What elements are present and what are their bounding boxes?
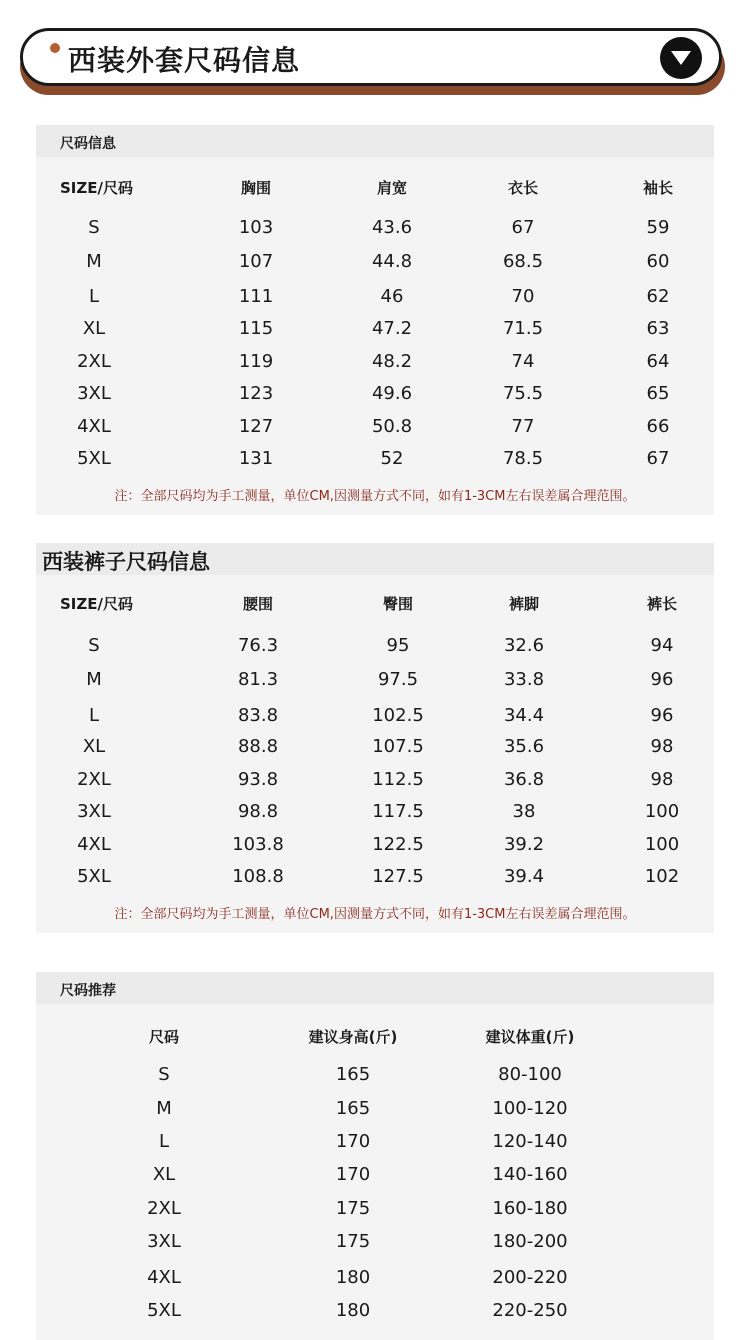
jacket-table-cell: 71.5 — [502, 318, 544, 339]
jacket-table-cell: 62 — [646, 286, 670, 307]
recommend-table-cell: 220-250 — [492, 1300, 568, 1321]
jacket-section-title: 尺码信息 — [60, 136, 116, 152]
recommend-section-title: 尺码推荐 — [60, 983, 116, 999]
pants-table-cell: 35.6 — [503, 736, 545, 757]
size-recommend-panel — [36, 972, 714, 1340]
pants-table-cell: 4XL — [77, 834, 111, 855]
jacket-table-cell: L — [88, 286, 100, 307]
pants-header-cell: 裤长 — [646, 595, 678, 613]
pants-table-cell: 122.5 — [372, 834, 424, 855]
recommend-header-cell: 建议身高(斤) — [308, 1028, 398, 1046]
jacket-table-cell: 107 — [238, 251, 274, 272]
jacket-note: 注：全部尺码均为手工测量，单位CM,因测量方式不同，如有1-3CM左右误差属合理范围。 — [114, 489, 636, 504]
jacket-table-cell: 63 — [646, 318, 670, 339]
pants-table-cell: L — [88, 705, 100, 726]
pants-table-cell: 102 — [644, 866, 680, 887]
recommend-table-cell: L — [158, 1131, 170, 1152]
jacket-table-cell: 67 — [646, 448, 670, 469]
jacket-table-cell: 74 — [511, 351, 535, 372]
pants-table-cell: 39.2 — [503, 834, 545, 855]
recommend-table-cell: 5XL — [147, 1300, 181, 1321]
jacket-table-cell: 68.5 — [502, 251, 544, 272]
pants-table-cell: 3XL — [77, 801, 111, 822]
recommend-table-cell: 140-160 — [492, 1164, 568, 1185]
jacket-table-cell: 65 — [646, 383, 670, 404]
jacket-header-cell: 胸围 — [240, 179, 272, 197]
recommend-table-cell: 160-180 — [492, 1198, 568, 1219]
pants-table-cell: 127.5 — [372, 866, 424, 887]
pants-table-cell: 93.8 — [237, 769, 279, 790]
recommend-table-cell: 80-100 — [498, 1064, 562, 1085]
pants-table-cell: 100 — [644, 801, 680, 822]
jacket-table-cell: M — [86, 251, 102, 272]
jacket-table-cell: 115 — [238, 318, 274, 339]
jacket-table-cell: 103 — [238, 217, 274, 238]
recommend-table-cell: 175 — [335, 1198, 371, 1219]
recommend-table-cell: 170 — [335, 1164, 371, 1185]
jacket-table-cell: 123 — [238, 383, 274, 404]
recommend-table-cell: 165 — [335, 1064, 371, 1085]
pants-table-cell: 36.8 — [503, 769, 545, 790]
jacket-header-cell: SIZE/尺码 — [60, 179, 133, 197]
pants-section-title: 西装裤子尺码信息 — [42, 550, 210, 574]
pants-table-cell: S — [88, 635, 100, 656]
jacket-table-cell: 2XL — [77, 351, 111, 372]
recommend-table-cell: 4XL — [147, 1267, 181, 1288]
jacket-table-cell: 60 — [646, 251, 670, 272]
banner-dot — [50, 43, 60, 53]
jacket-table-cell: 49.6 — [371, 383, 413, 404]
pants-table-cell: 39.4 — [503, 866, 545, 887]
title-banner — [20, 28, 722, 86]
jacket-table-cell: 78.5 — [502, 448, 544, 469]
recommend-table-cell: 170 — [335, 1131, 371, 1152]
jacket-section-header — [36, 125, 714, 157]
pants-table-cell: 81.3 — [237, 669, 279, 690]
pants-header-cell: 裤脚 — [508, 595, 540, 613]
pants-table-cell: 94 — [650, 635, 674, 656]
jacket-table-cell: 66 — [646, 416, 670, 437]
jacket-table-cell: 131 — [238, 448, 274, 469]
jacket-table-cell: 52 — [380, 448, 404, 469]
recommend-table-cell: XL — [152, 1164, 176, 1185]
pants-table-cell: 100 — [644, 834, 680, 855]
pants-table-cell: 88.8 — [237, 736, 279, 757]
recommend-table-cell: 120-140 — [492, 1131, 568, 1152]
jacket-table-cell: 119 — [238, 351, 274, 372]
pants-table-cell: 95 — [386, 635, 410, 656]
jacket-table-cell: S — [88, 217, 100, 238]
recommend-header-cell: 尺码 — [148, 1028, 180, 1046]
pants-table-cell: XL — [82, 736, 106, 757]
jacket-table-cell: 50.8 — [371, 416, 413, 437]
jacket-table-cell: 64 — [646, 351, 670, 372]
pants-table-cell: 98 — [650, 736, 674, 757]
pants-table-cell: 103.8 — [232, 834, 284, 855]
pants-table-cell: 32.6 — [503, 635, 545, 656]
jacket-header-cell: 袖长 — [642, 179, 674, 197]
jacket-table-cell: 43.6 — [371, 217, 413, 238]
pants-table-cell: 107.5 — [372, 736, 424, 757]
jacket-table-cell: 67 — [511, 217, 535, 238]
jacket-table-cell: XL — [82, 318, 106, 339]
jacket-size-panel — [36, 125, 714, 515]
pants-table-cell: 102.5 — [372, 705, 424, 726]
jacket-table-cell: 3XL — [77, 383, 111, 404]
pants-header-cell: SIZE/尺码 — [60, 595, 133, 613]
pants-table-cell: 83.8 — [237, 705, 279, 726]
jacket-table-cell: 44.8 — [371, 251, 413, 272]
jacket-table-cell: 48.2 — [371, 351, 413, 372]
pants-table-cell: 76.3 — [237, 635, 279, 656]
recommend-table-cell: 3XL — [147, 1231, 181, 1252]
jacket-table-cell: 75.5 — [502, 383, 544, 404]
pants-table-cell: 34.4 — [503, 705, 545, 726]
recommend-table-cell: 180-200 — [492, 1231, 568, 1252]
pants-table-cell: 98.8 — [237, 801, 279, 822]
recommend-table-cell: 165 — [335, 1098, 371, 1119]
jacket-table-cell: 46 — [380, 286, 404, 307]
recommend-table-cell: 200-220 — [492, 1267, 568, 1288]
pants-section-header — [36, 543, 714, 575]
pants-table-cell: 108.8 — [232, 866, 284, 887]
pants-table-cell: 117.5 — [372, 801, 424, 822]
pants-table-cell: M — [86, 669, 102, 690]
recommend-table-cell: M — [156, 1098, 172, 1119]
pants-table-cell: 96 — [650, 705, 674, 726]
jacket-table-cell: 5XL — [77, 448, 111, 469]
pants-table-cell: 97.5 — [377, 669, 419, 690]
recommend-header-cell: 建议体重(斤) — [485, 1028, 575, 1046]
jacket-table-cell: 59 — [646, 217, 670, 238]
dropdown-button[interactable] — [660, 37, 702, 79]
jacket-table-cell: 111 — [238, 286, 274, 307]
jacket-table-cell: 4XL — [77, 416, 111, 437]
jacket-table-cell: 70 — [511, 286, 535, 307]
pants-header-cell: 臀围 — [382, 595, 414, 613]
recommend-table-cell: S — [158, 1064, 170, 1085]
jacket-table-cell: 47.2 — [371, 318, 413, 339]
recommend-table-cell: 100-120 — [492, 1098, 568, 1119]
pants-table-cell: 98 — [650, 769, 674, 790]
recommend-section-header — [36, 972, 714, 1004]
pants-header-cell: 腰围 — [242, 595, 274, 613]
jacket-table-cell: 77 — [511, 416, 535, 437]
pants-note: 注：全部尺码均为手工测量，单位CM,因测量方式不同，如有1-3CM左右误差属合理范围。 — [114, 907, 636, 922]
jacket-header-cell: 衣长 — [507, 179, 539, 197]
pants-table-cell: 2XL — [77, 769, 111, 790]
recommend-table-cell: 175 — [335, 1231, 371, 1252]
page-title: 西装外套尺码信息 — [68, 44, 301, 77]
pants-table-cell: 112.5 — [372, 769, 424, 790]
pants-table-cell: 96 — [650, 669, 674, 690]
triangle-down-icon — [669, 49, 693, 67]
pants-table-cell: 38 — [512, 801, 536, 822]
pants-table-cell: 33.8 — [503, 669, 545, 690]
recommend-table-cell: 180 — [335, 1300, 371, 1321]
pants-size-panel — [36, 543, 714, 933]
pants-table-cell: 5XL — [77, 866, 111, 887]
recommend-table-cell: 180 — [335, 1267, 371, 1288]
recommend-table-cell: 2XL — [147, 1198, 181, 1219]
jacket-table-cell: 127 — [238, 416, 274, 437]
jacket-header-cell: 肩宽 — [376, 179, 408, 197]
